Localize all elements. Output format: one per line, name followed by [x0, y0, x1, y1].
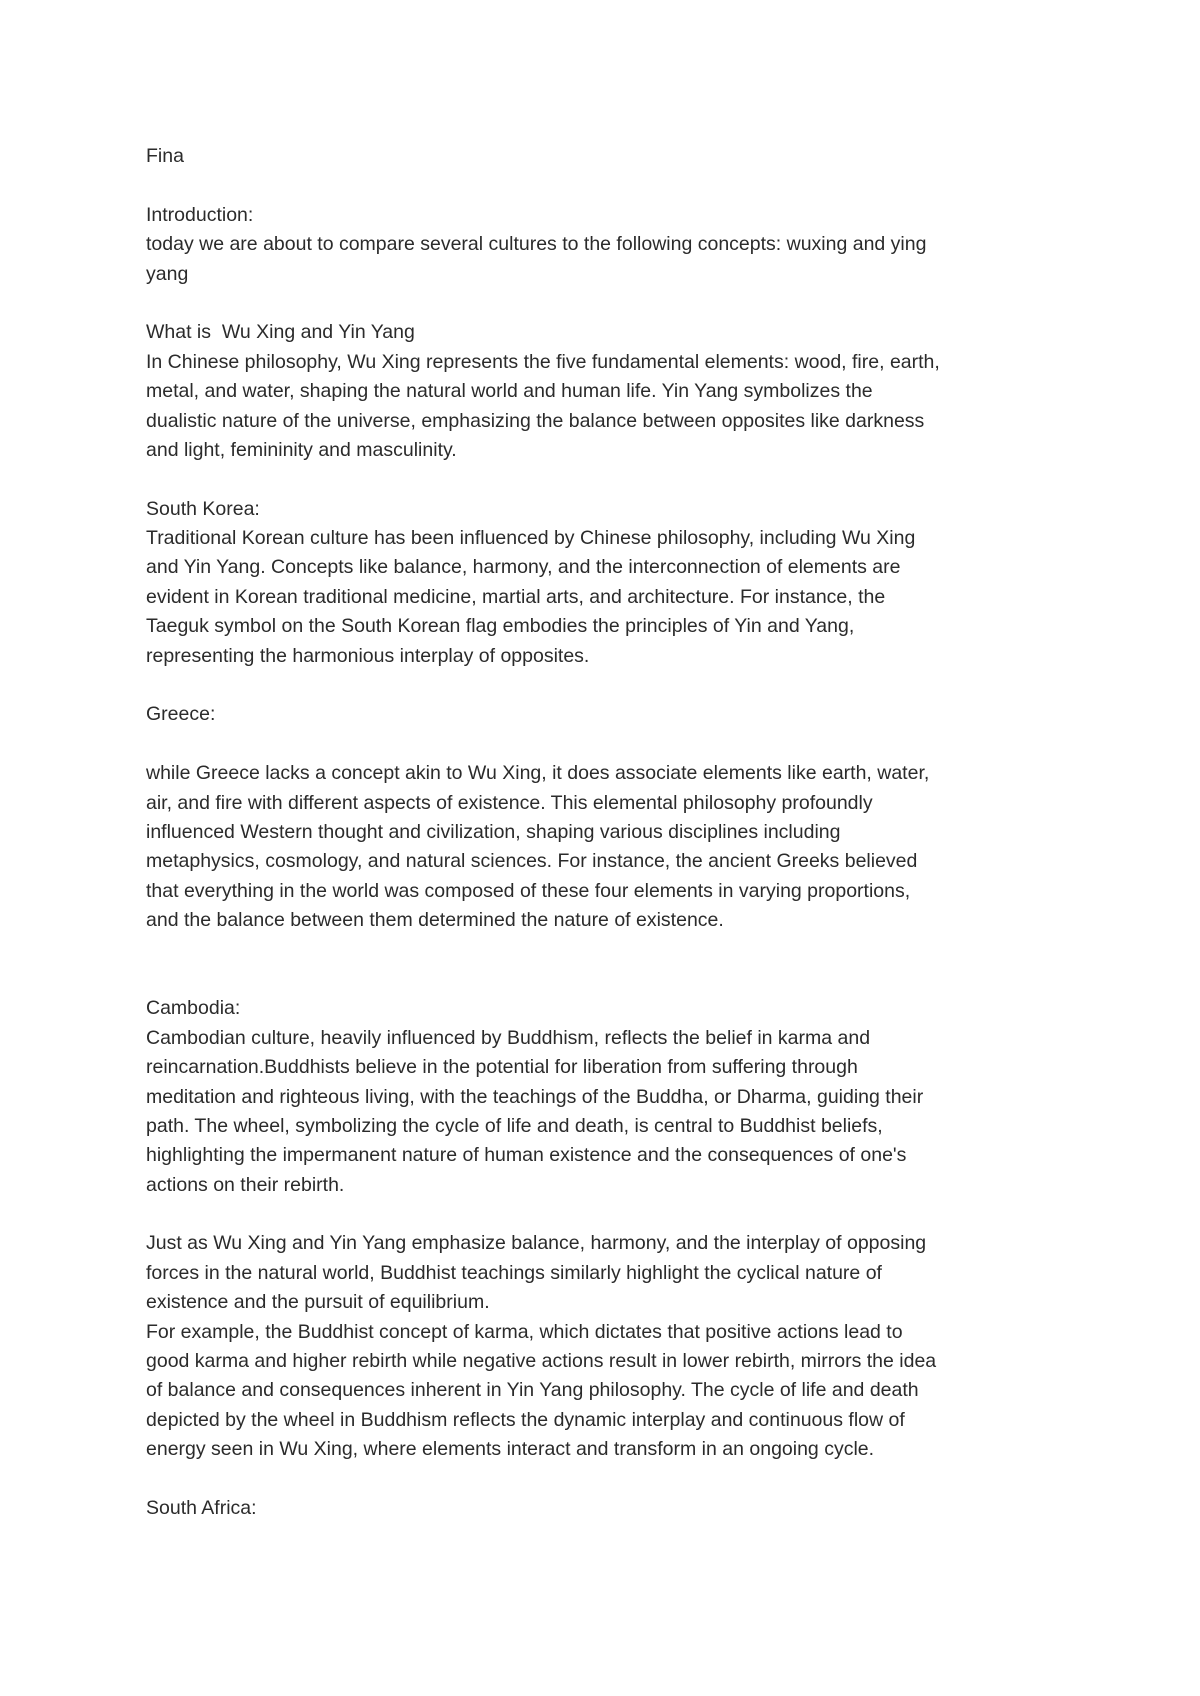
- paragraph-line: influenced Western thought and civilization, shaping various disciplines including: [146, 820, 841, 843]
- paragraph-line: In Chinese philosophy, Wu Xing represents the five fundamental elements: wood, fire, earth,: [146, 350, 940, 373]
- paragraph-line: evident in Korean traditional medicine, martial arts, and architecture. For instance, the: [146, 585, 886, 608]
- what-is-heading: What is Wu Xing and Yin Yang: [146, 321, 415, 344]
- paragraph-line: and light, femininity and masculinity.: [146, 438, 457, 461]
- paragraph-line: existence and the pursuit of equilibrium.: [146, 1291, 490, 1314]
- spacer: [146, 289, 1066, 318]
- paragraph-line: energy seen in Wu Xing, where elements interact and transform in an ongoing cycle.: [146, 1438, 875, 1461]
- paragraph-line: and Yin Yang. Concepts like balance, harmony, and the interconnection of elements are: [146, 556, 901, 579]
- south-africa-heading: South Africa:: [146, 1496, 257, 1519]
- paragraph-line: metal, and water, shaping the natural world and human life. Yin Yang symbolizes the: [146, 380, 873, 403]
- spacer: [146, 936, 1066, 995]
- paragraph-line: actions on their rebirth.: [146, 1173, 345, 1196]
- paragraph-line: while Greece lacks a concept akin to Wu Xing, it does associate elements like earth, water,: [146, 762, 930, 785]
- paragraph-line: good karma and higher rebirth while negative actions result in lower rebirth, mirrors the idea: [146, 1350, 937, 1373]
- greece-heading: Greece:: [146, 703, 216, 726]
- spacer: [146, 1200, 1066, 1229]
- paragraph-line: reincarnation.Buddhists believe in the potential for liberation from suffering through: [146, 1056, 858, 1079]
- spacer: [146, 465, 1066, 494]
- document-title: Fina: [146, 145, 184, 167]
- paragraph-line: dualistic nature of the universe, emphasizing the balance between opposites like darkness: [146, 409, 925, 432]
- paragraph-line: depicted by the wheel in Buddhism reflects the dynamic interplay and continuous flow of: [146, 1408, 905, 1431]
- paragraph-line: Taeguk symbol on the South Korean flag embodies the principles of Yin and Yang,: [146, 615, 855, 638]
- spacer: [146, 171, 1066, 200]
- paragraph-line: highlighting the impermanent nature of human existence and the consequences of one's: [146, 1144, 907, 1167]
- paragraph-line: today we are about to compare several cultures to the following concepts: wuxing and ying: [146, 233, 927, 256]
- paragraph-line: and the balance between them determined the nature of existence.: [146, 909, 724, 932]
- document-page: [146, 142, 1066, 1523]
- paragraph-line: that everything in the world was composed of these four elements in varying proportions,: [146, 879, 911, 902]
- paragraph-line: For example, the Buddhist concept of karma, which dictates that positive actions lead to: [146, 1320, 903, 1343]
- paragraph-line: Cambodian culture, heavily influenced by Buddhism, reflects the belief in karma and: [146, 1026, 871, 1049]
- cambodia-heading: Cambodia:: [146, 997, 241, 1020]
- paragraph-line: Just as Wu Xing and Yin Yang emphasize balance, harmony, and the interplay of opposing: [146, 1232, 927, 1255]
- paragraph-line: meditation and righteous living, with the teachings of the Buddha, or Dharma, guiding their: [146, 1085, 924, 1108]
- paragraph-line: air, and fire with different aspects of existence. This elemental philosophy profoundly: [146, 791, 873, 814]
- paragraph-line: forces in the natural world, Buddhist teachings similarly highlight the cyclical nature of: [146, 1261, 882, 1284]
- paragraph-line: of balance and consequences inherent in Yin Yang philosophy. The cycle of life and death: [146, 1379, 919, 1402]
- spacer: [146, 671, 1066, 700]
- paragraph-line: representing the harmonious interplay of opposites.: [146, 644, 590, 667]
- spacer: [146, 730, 1066, 759]
- paragraph-line: path. The wheel, symbolizing the cycle of life and death, is central to Buddhist beliefs,: [146, 1114, 883, 1137]
- introduction-heading: Introduction:: [146, 203, 254, 226]
- paragraph-line: Traditional Korean culture has been influenced by Chinese philosophy, including Wu Xing: [146, 527, 916, 550]
- paragraph-line: yang: [146, 262, 189, 285]
- paragraph-line: metaphysics, cosmology, and natural sciences. For instance, the ancient Greeks believed: [146, 850, 918, 873]
- spacer: [146, 1465, 1066, 1494]
- south-korea-heading: South Korea:: [146, 497, 260, 520]
